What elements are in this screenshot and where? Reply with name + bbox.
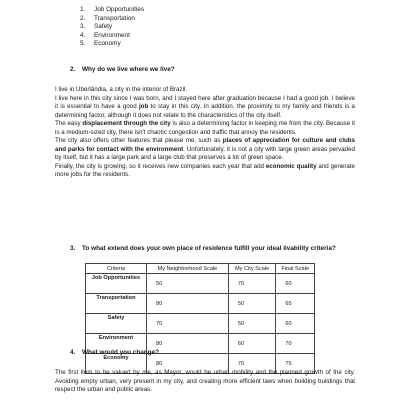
header-neighborhood: My Neighborhood Scale (147, 264, 229, 274)
question-3-heading: 3. To what extend does your own place of residence fulfill your ideal livability criteria? (70, 245, 336, 252)
table-row: Safety 70 50 60 (86, 314, 315, 334)
header-final: Final Scale (276, 264, 315, 274)
answer-paragraph: Finally, the city is growing, so it receives new companies each year that add economic quality and generate more jobs for the residents. (55, 162, 356, 178)
answer-paragraph: The city also offers other features that please me, such as places of appreciation for culture and clubs and parks for contact with the environment. Unfortunately, it is not a city with large green areas pervaded by itself, but it has a large park and a large club that preserves a lot of green space. (55, 137, 355, 161)
answer-paragraph: I live in Uberlândia, a city in the interior of Brazil. (55, 86, 188, 93)
criteria-list (80, 6, 144, 49)
question-2-heading: 2. Why do we live where we live? (70, 66, 175, 73)
table-row: Job Opportunities 50 70 60 (86, 274, 315, 294)
header-city: My City Scale (228, 264, 275, 274)
question-4-heading: 4. What would you change? (70, 349, 160, 356)
list-item: 4. Environment (80, 31, 130, 39)
answer-paragraph: The easy displacement through the city is also a determining factor in keeping me from the city. Because it is a medium-sized city, there isn't chaotic congestion and traffic that annoy the residents. (55, 120, 355, 136)
header-criteria: Criteria (86, 264, 147, 274)
answer-paragraph: I live here in this city since I was born, and I stayed here after graduation because I had a good job. I believe it is essential to have a good job to stay in this city. In addition, the proximity to my family and friends is a determining factor, although it does not relate to the characteristics of the city itself. (55, 94, 355, 119)
answer-4 (55, 369, 355, 395)
table-row: Transportation 80 50 65 (86, 294, 315, 314)
list-item: 3. Safety (80, 23, 113, 31)
list-item: 1. Job Opportunities (80, 6, 145, 13)
answer-2 (55, 86, 355, 180)
table-row: Economy 80 70 75 (86, 354, 315, 374)
livability-table (85, 263, 315, 374)
table-header-row (86, 264, 315, 274)
list-item: 5. Economy (80, 40, 121, 48)
table-row: Environment 80 60 70 (86, 334, 315, 354)
answer-paragraph: The first item to be valued by me, as Mayor, would be urban mobility and the planned growth of the city. Avoiding empty urban, very present in my city, and creating more efficient laws when building buildings that respect the urban and public areas. (55, 369, 355, 393)
list-item: 2. Transportation (80, 14, 135, 22)
